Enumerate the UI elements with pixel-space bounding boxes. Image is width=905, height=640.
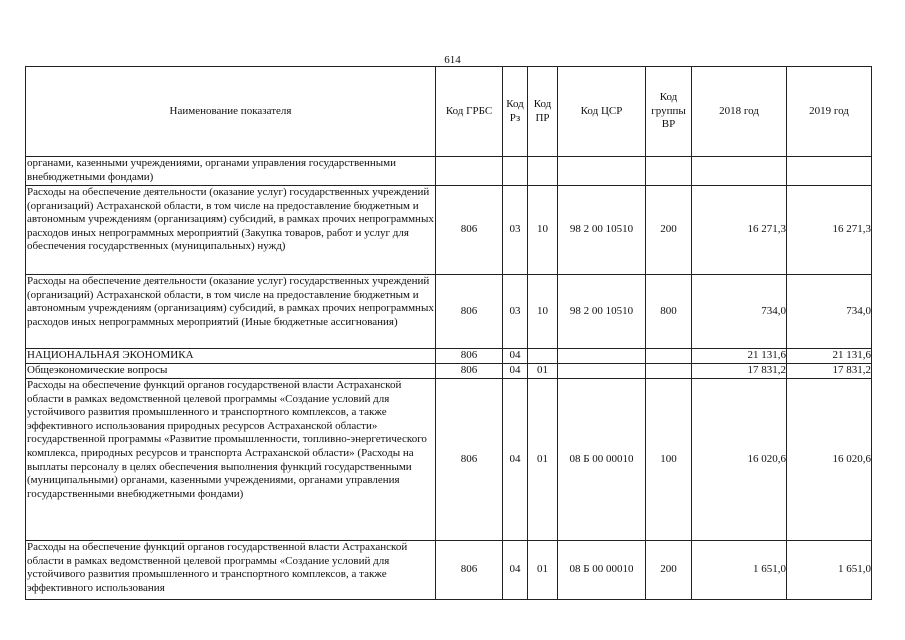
table-row [26,379,872,541]
row-csr: 08 Б 00 00010 [558,379,646,541]
header-rz: Код Рз [503,67,528,157]
row-csr: 98 2 00 10510 [558,275,646,349]
row-pr [528,349,558,364]
row-vr: 100 [646,379,692,541]
row-vr [646,349,692,364]
row-2018: 16 020,6 [692,379,787,541]
header-grbs: Код ГРБС [436,67,503,157]
row-vr: 800 [646,275,692,349]
header-pr: Код ПР [528,67,558,157]
row-grbs: 806 [436,349,503,364]
header-2019: 2019 год [787,67,872,157]
row-2019: 16 020,6 [787,379,872,541]
page-number: 614 [444,54,461,66]
row-csr [558,157,646,186]
table-row [26,541,872,600]
row-vr [646,157,692,186]
row-name: Расходы на обеспечение деятельности (оказание услуг) государственных учреждений (организаций) Астраханской области, в том числе на предоставление бюджетным и автономным учреждениям (организациям) субсидий, в рамках прочих непрограммных расходов иных непрограммных мероприятий (Иные бюджетные ассигнования) [26,275,436,349]
row-2019: 17 831,2 [787,364,872,379]
row-2019: 21 131,6 [787,349,872,364]
row-pr: 01 [528,541,558,600]
row-2018: 21 131,6 [692,349,787,364]
row-vr [646,364,692,379]
row-rz: 03 [503,275,528,349]
row-vr: 200 [646,186,692,275]
row-2019: 734,0 [787,275,872,349]
header-row [26,67,872,157]
row-2018: 1 651,0 [692,541,787,600]
row-rz: 03 [503,186,528,275]
header-2018: 2018 год [692,67,787,157]
row-pr: 10 [528,186,558,275]
row-csr: 08 Б 00 00010 [558,541,646,600]
table-row [26,275,872,349]
row-name: органами, казенными учреждениями, органами управления государственными внебюджетными фондами) [26,157,436,186]
row-name: Расходы на обеспечение функций органов государственой власти Астраханской области в рамках ведомственной целевой программы «Создание условий для устойчивого развития промышленного и транспортного комплексов, а также эффективного использования природных ресурсов Астраханской области» государственной программы «Развитие промышленности, топливно-энергетического комплекса, природных ресурсов и транспорта Астраханской области» (Расходы на выплаты персоналу в целях обеспечения выполнения функций государственными (муниципальными) органами, казенными учреждениями, органами управления государственными внебюджетными фондами) [26,379,436,541]
row-csr [558,364,646,379]
header-vr: Код группы ВР [646,67,692,157]
row-name: НАЦИОНАЛЬНАЯ ЭКОНОМИКА [26,349,436,364]
row-2018 [692,157,787,186]
row-vr: 200 [646,541,692,600]
row-name: Расходы на обеспечение деятельности (оказание услуг) государственных учреждений (организаций) Астраханской области, в том числе на предоставление бюджетным и автономным учреждениям (организациям) субсидий, в рамках прочих непрограммных расходов иных непрограммных мероприятий (Закупка товаров, работ и услуг для обеспечения государственных (муниципальных) нужд) [26,186,436,275]
row-grbs: 806 [436,186,503,275]
row-2018: 17 831,2 [692,364,787,379]
row-pr: 01 [528,364,558,379]
table-row [26,364,872,379]
row-rz: 04 [503,541,528,600]
row-grbs: 806 [436,541,503,600]
row-rz: 04 [503,349,528,364]
row-2019 [787,157,872,186]
row-name: Общеэкономические вопросы [26,364,436,379]
row-rz: 04 [503,379,528,541]
table-row [26,157,872,186]
row-2019: 1 651,0 [787,541,872,600]
row-grbs: 806 [436,379,503,541]
row-rz [503,157,528,186]
row-2018: 734,0 [692,275,787,349]
row-grbs: 806 [436,275,503,349]
row-2018: 16 271,3 [692,186,787,275]
header-csr: Код ЦСР [558,67,646,157]
table-row [26,349,872,364]
budget-table [25,66,872,600]
header-name: Наименование показателя [26,67,436,157]
table-row [26,186,872,275]
row-csr [558,349,646,364]
row-grbs: 806 [436,364,503,379]
row-name: Расходы на обеспечение функций органов государственной власти Астраханской области в рамках ведомственной целевой программы «Создание условий для устойчивого развития промышленного и транспортного комплексов, а также эффективного использования [26,541,436,600]
row-csr: 98 2 00 10510 [558,186,646,275]
row-2019: 16 271,3 [787,186,872,275]
row-rz: 04 [503,364,528,379]
row-grbs [436,157,503,186]
row-pr: 10 [528,275,558,349]
row-pr [528,157,558,186]
row-pr: 01 [528,379,558,541]
